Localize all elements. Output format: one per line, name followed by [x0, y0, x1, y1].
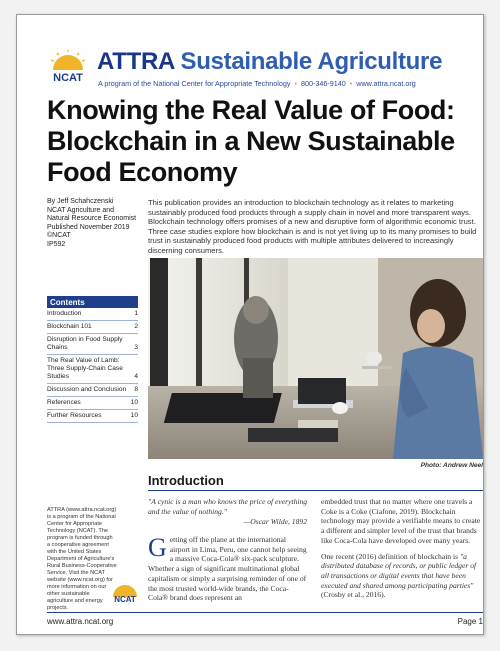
epigraph-attribution: —Oscar Wilde, 1892	[243, 517, 307, 526]
sun-icon	[50, 50, 86, 70]
brand-attra: ATTRA	[97, 48, 175, 75]
toc-item-page: 3	[134, 344, 138, 351]
drop-cap: G	[148, 533, 167, 562]
copyright: ©NCAT	[47, 232, 71, 240]
table-of-contents	[47, 296, 138, 423]
author-name: By Jeff Schahczenski	[47, 198, 114, 205]
toc-item-title: Introduction	[47, 310, 82, 317]
brand-title	[97, 48, 442, 76]
author-org: NCAT Agriculture and Natural Resource Economist	[47, 206, 137, 223]
epigraph-quote: "A cynic is a man who knows the price of everything and the value of nothing."	[148, 497, 308, 516]
toc-item[interactable]	[47, 334, 138, 355]
website-link[interactable]: www.attra.ncat.org	[356, 79, 416, 88]
toc-item[interactable]	[47, 410, 138, 423]
program-text: A program of the National Center for Appropriate Technology	[98, 79, 291, 88]
ncat-logo	[48, 48, 88, 92]
definition-quote: "a distributed database of records, or public ledger of all transactions or digital events that have been executed and shared among participating parties"	[321, 551, 477, 590]
toc-item[interactable]	[47, 397, 138, 410]
toc-item-page: 8	[134, 386, 138, 393]
toc-item-title: Further Resources	[47, 412, 102, 419]
logo-text: NCAT	[53, 72, 83, 84]
footer-divider	[47, 612, 483, 613]
definition-citation: (Crosby et al., 2016).	[321, 590, 386, 600]
page-number: Page 1	[457, 617, 483, 626]
author-info	[47, 198, 137, 250]
body-column-2	[321, 497, 483, 606]
published-date: Published November 2019	[47, 223, 130, 231]
phone-number: 800-346-9140	[300, 79, 346, 88]
section-heading-introduction: Introduction	[148, 473, 483, 491]
toc-item-title: Discussion and Conclusion	[47, 386, 127, 393]
separator-dot: •	[349, 79, 353, 88]
separator-dot: •	[294, 79, 297, 88]
toc-item-page: 1	[134, 310, 138, 317]
photo-illustration	[148, 258, 483, 459]
photo-caption: Photo: Andrew Neel	[420, 462, 483, 469]
body-paragraph: embedded trust that no matter where one travels a Coke is a Coke (Ciafone, 2019). Blockchain technology may provide a verifiable means to create a different and simpler level of the trust that brands like Coca-Cola have developed over many years.	[321, 497, 481, 545]
publication-code: IP592	[47, 240, 66, 248]
body-text-1: etting off the plane at the international airport in Lima, Peru, one cannot help seeing a massive Coca-Cola® six-pack sculpture. Whether a sign of significant multinational global capitalism or simply a surprising reminder of one of the most trusted world-wide brands, the Coca-Cola® brand does represent an	[148, 535, 307, 603]
toc-item-title: References	[47, 399, 81, 406]
footer-url[interactable]: www.attra.ncat.org	[47, 617, 114, 626]
body-column-1	[148, 535, 308, 603]
toc-item-title: The Real Value of Lamb: Three Supply-Chain Case Studies	[47, 357, 123, 380]
toc-item[interactable]	[47, 355, 138, 384]
toc-item[interactable]	[47, 384, 138, 397]
toc-item[interactable]	[47, 308, 138, 321]
abstract: This publication provides an introduction to blockchain technology as it relates to marketing sustainably produced food products through a supply chain in novel and more transparent ways. Blockchain technology offers promises of a new and disruptive form of algorithmic economic trust. Three case studies explore how blockchain is and is not yet living up to its many promises to build trust in sustainably produced food products with multiple attributes delivered to increasingly discerning consumers.	[148, 198, 477, 255]
toc-item-page: 10	[130, 412, 138, 419]
page-title: Knowing the Real Value of Food: Blockchain in a New Sustainable Food Economy	[47, 95, 455, 187]
toc-item-page: 2	[134, 323, 138, 330]
toc-list	[47, 308, 138, 423]
attra-side-note: ATTRA (www.attra.ncat.org) is a program of the National Center for Appropriate Technology (NCAT). The program is funded through a cooperative agreement with the United States Department of Agriculture's Rural Business-Cooperative Service. Visit the NCAT website (www.ncat.org) for more information on our other sustainable agriculture and energy projects.	[47, 507, 117, 611]
definition-intro: One recent (2016) definition of blockchain is	[321, 551, 459, 561]
brand-subtitle	[98, 79, 416, 88]
body-paragraph	[321, 552, 483, 601]
ncat-small-logo	[109, 583, 141, 607]
toc-item-title: Blockchain 101	[47, 323, 92, 330]
toc-item-page: 4	[134, 373, 138, 380]
toc-item-page: 10	[130, 399, 138, 406]
document-page	[16, 14, 484, 635]
toc-item-title: Disruption in Food Supply Chains	[47, 336, 123, 351]
cover-photo	[148, 258, 483, 459]
toc-item[interactable]	[47, 321, 138, 334]
logo-text: NCAT	[114, 595, 136, 604]
toc-heading: Contents	[47, 296, 138, 308]
brand-sustainable-agriculture: Sustainable Agriculture	[180, 48, 443, 75]
